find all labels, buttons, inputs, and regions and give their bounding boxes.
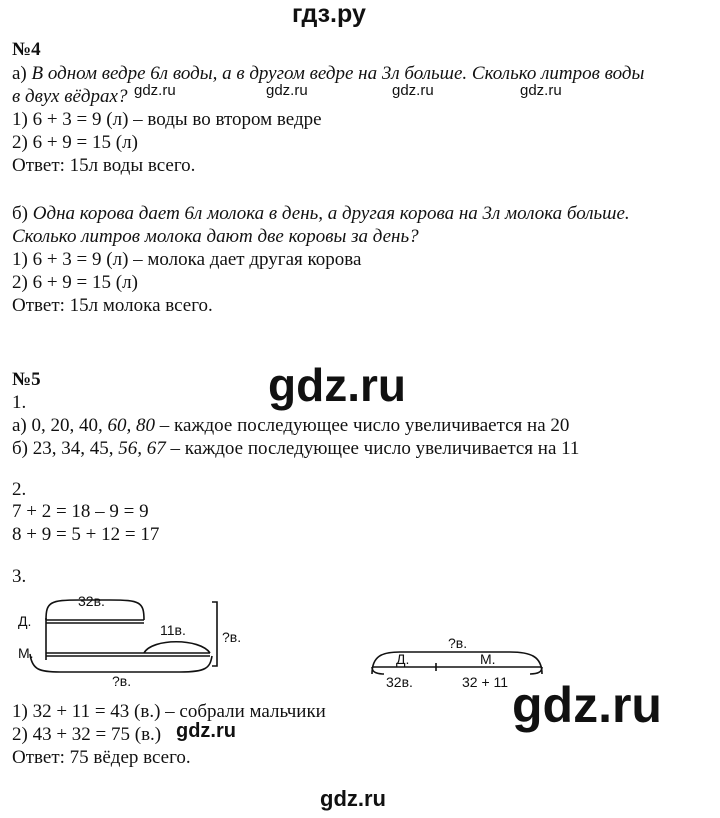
right-brace [212,602,217,666]
task-5-part-1-label: 1. [12,392,27,413]
label-total-bottom: ?в. [112,673,132,689]
label-m: М. [18,645,34,661]
task-5-1b-rule: – каждое последующее число увеличивается на 11 [170,438,580,459]
site-title: гдз.ру [292,0,366,28]
task-5-2-line-1: 7 + 2 = 18 – 9 = 9 [12,501,149,522]
extra-arc [144,642,210,653]
task-4b-label: б) [12,203,28,224]
task-4a-condition-line2 [12,85,127,108]
watermark-small: gdz.ru [134,82,176,99]
task-5-1a-rule: – каждое последующее число увеличивается на 20 [159,415,570,436]
watermark-large: gdz.ru [512,677,662,733]
label-32-11: 32 + 11 [462,674,509,690]
task-4b-condition-line2 [12,225,419,248]
task-4b-step-2: 2) 6 + 9 = 15 (л) [12,272,138,293]
task-5-part-2-label: 2. [12,479,27,500]
task-5-1a-given: а) 0, 20, 40, [12,415,103,436]
watermark-medium: gdz.ru [268,359,406,411]
watermark-small: gdz.ru [392,82,434,99]
bottom-brace-right [530,667,542,674]
task-5-3-step-1: 1) 32 + 11 = 43 (в.) – собрали мальчики [12,701,326,722]
task-4b-text-2: Сколько литров молока дают две коровы за день? [12,226,419,247]
task-4b-condition-line1 [12,202,630,225]
task-4-heading: №4 [12,39,41,60]
watermark-footer: gdz.ru [320,786,386,811]
label-d: Д. [396,651,410,667]
bottom-brace-left [372,667,384,674]
task-5-3-step-2: 2) 43 + 32 = 75 (в.) [12,724,162,745]
task-5-1b-answer: 56, 67 [118,438,166,459]
label-d: Д. [18,613,32,629]
label-total-right: ?в. [222,629,242,645]
task-4b-text-1: Одна корова дает 6л молока в день, а другая корова на 3л молока больше. [32,203,630,224]
task-4a-text-1: В одном ведре 6л воды, а в другом ведре на 3л больше. Сколько литров воды [31,63,645,84]
task-4a-step-2: 2) 6 + 9 = 15 (л) [12,132,138,153]
label-11: 11в. [160,622,186,638]
task-5-1a [12,414,569,437]
watermark-small: gdz.ru [266,82,308,99]
watermark-small: gdz.ru [520,82,562,99]
task-4a-text-2: в двух вёдрах? [12,86,128,107]
label-m: М. [480,651,496,667]
task-5-1b-given: б) 23, 34, 45, [12,438,114,459]
task-5-part-3-label: 3. [12,566,27,587]
task-5-heading: №5 [12,369,41,390]
label-total: ?в. [448,635,468,651]
task-4a-answer: Ответ: 15л воды всего. [12,155,196,176]
task-5-1b [12,437,579,460]
segment-diagram-left [10,590,260,690]
task-4a-step-1: 1) 6 + 3 = 9 (л) – воды во втором ведре [12,109,322,130]
task-5-3-answer: Ответ: 75 вёдер всего. [12,747,191,768]
task-5-1a-answer: 60, 80 [107,415,156,436]
task-4a-label: а) [12,63,27,84]
task-4b-step-1: 1) 6 + 3 = 9 (л) – молока дает другая корова [12,249,362,270]
task-5-2-line-2: 8 + 9 = 5 + 12 = 17 [12,524,160,545]
task-4b-answer: Ответ: 15л молока всего. [12,295,213,316]
watermark-inline: gdz.ru [176,720,236,742]
label-32: 32в. [386,674,413,690]
label-32: 32в. [78,593,105,609]
